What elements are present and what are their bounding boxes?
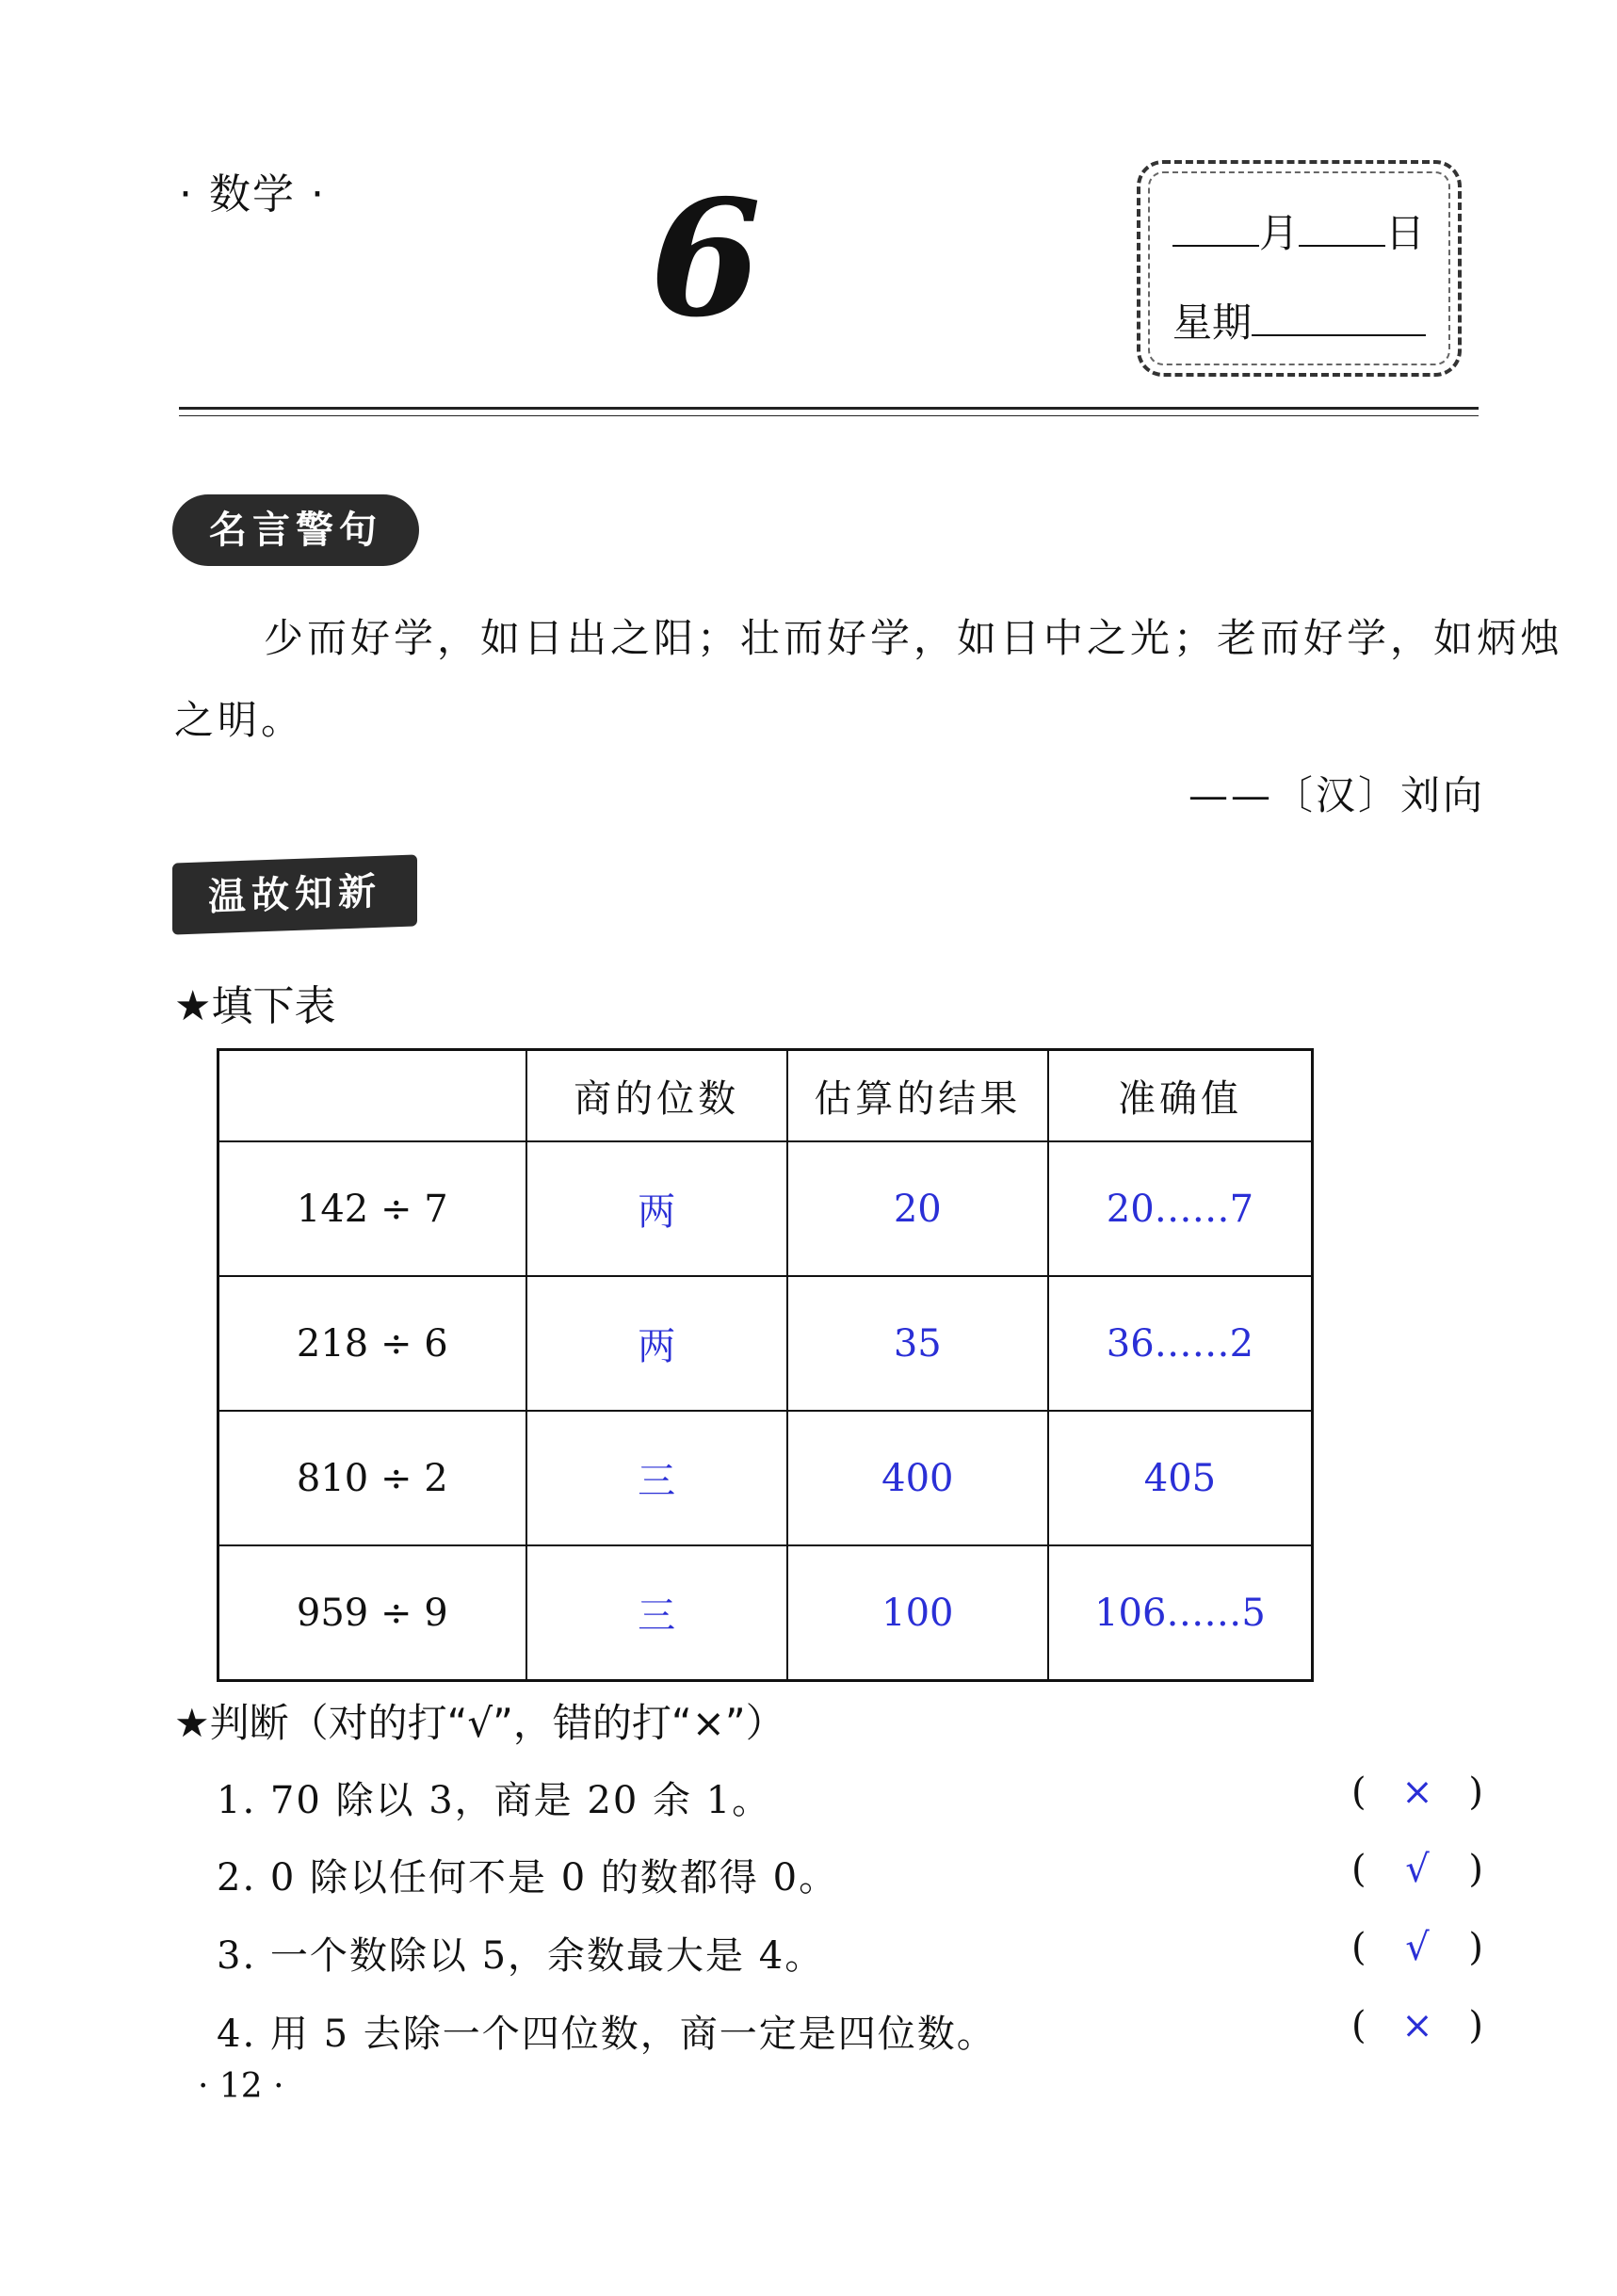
header-divider	[179, 407, 1479, 410]
answer-cell[interactable]: 100	[787, 1545, 1048, 1681]
subject-label: · 数学 ·	[179, 170, 326, 218]
table-header-cell: 商的位数	[526, 1050, 787, 1142]
quote-line-2: 之明。	[174, 697, 305, 743]
date-row	[1172, 202, 1425, 259]
judge-heading: ★判断（对的打“√”，错的打“×”）	[174, 1700, 785, 1746]
paren-close: )	[1468, 1848, 1483, 1891]
page-number: · 12 ·	[198, 2067, 284, 2106]
paren-open: (	[1351, 2004, 1366, 2047]
judge-answer-1[interactable]	[1351, 1771, 1483, 1814]
weekday-label: 星期	[1172, 299, 1253, 346]
paren-close: )	[1468, 1771, 1483, 1814]
judge-item-1: 1. 70 除以 3，商是 20 余 1。	[217, 1779, 772, 1822]
table-header-row	[218, 1050, 1313, 1142]
table-row	[218, 1545, 1313, 1681]
answer-cell[interactable]: 两	[526, 1141, 787, 1276]
table-header-cell: 估算的结果	[787, 1050, 1048, 1142]
lesson-number: 6	[650, 165, 762, 353]
quote-author: ——〔汉〕刘向	[1188, 772, 1485, 818]
cross-mark: ×	[1401, 1771, 1433, 1814]
expression-cell: 959 ÷ 9	[218, 1545, 526, 1681]
answer-cell[interactable]: 36……2	[1048, 1276, 1313, 1411]
weekday-row	[1172, 292, 1426, 348]
table-row	[218, 1276, 1313, 1411]
table-header-cell	[218, 1050, 526, 1142]
review-banner: 温故知新	[172, 854, 417, 934]
answer-cell[interactable]: 两	[526, 1276, 787, 1411]
check-mark: √	[1405, 1926, 1430, 1969]
table-header-cell: 准确值	[1048, 1050, 1313, 1142]
answer-cell[interactable]: 20……7	[1048, 1141, 1313, 1276]
month-label: 月	[1259, 210, 1300, 256]
answer-cell[interactable]: 三	[526, 1545, 787, 1681]
expression-cell: 218 ÷ 6	[218, 1276, 526, 1411]
answer-cell[interactable]: 400	[787, 1411, 1048, 1545]
judge-item-3: 3. 一个数除以 5，余数最大是 4。	[217, 1934, 825, 1978]
paren-open: (	[1351, 1848, 1366, 1891]
judge-item-4: 4. 用 5 去除一个四位数，商一定是四位数。	[217, 2013, 996, 2056]
judge-answer-4[interactable]	[1351, 2004, 1483, 2047]
answer-cell[interactable]: 106……5	[1048, 1545, 1313, 1681]
month-blank[interactable]	[1172, 209, 1259, 247]
paren-open: (	[1351, 1926, 1366, 1969]
answer-cell[interactable]: 20	[787, 1141, 1048, 1276]
expression-cell: 142 ÷ 7	[218, 1141, 526, 1276]
cross-mark: ×	[1401, 2004, 1433, 2047]
judge-answer-2[interactable]	[1351, 1848, 1483, 1891]
division-table	[217, 1048, 1314, 1682]
quote-line-1: 少而好学，如日出之阳；壮而好学，如日中之光；老而好学，如炳烛	[264, 615, 1564, 661]
quote-banner: 名言警句	[172, 494, 419, 566]
weekday-blank[interactable]	[1252, 299, 1426, 336]
header-divider-thin	[179, 415, 1479, 416]
judge-item-2: 2. 0 除以任何不是 0 的数都得 0。	[217, 1856, 839, 1900]
table-row	[218, 1141, 1313, 1276]
judge-answer-3[interactable]	[1351, 1926, 1483, 1969]
paren-close: )	[1468, 2004, 1483, 2047]
table-row	[218, 1411, 1313, 1545]
check-mark: √	[1405, 1848, 1430, 1891]
day-blank[interactable]	[1299, 209, 1385, 247]
expression-cell: 810 ÷ 2	[218, 1411, 526, 1545]
answer-cell[interactable]: 35	[787, 1276, 1048, 1411]
answer-cell[interactable]: 405	[1048, 1411, 1313, 1545]
paren-open: (	[1351, 1771, 1366, 1814]
paren-close: )	[1468, 1926, 1483, 1969]
table-heading: ★填下表	[174, 982, 336, 1030]
day-label: 日	[1385, 210, 1426, 256]
answer-cell[interactable]: 三	[526, 1411, 787, 1545]
